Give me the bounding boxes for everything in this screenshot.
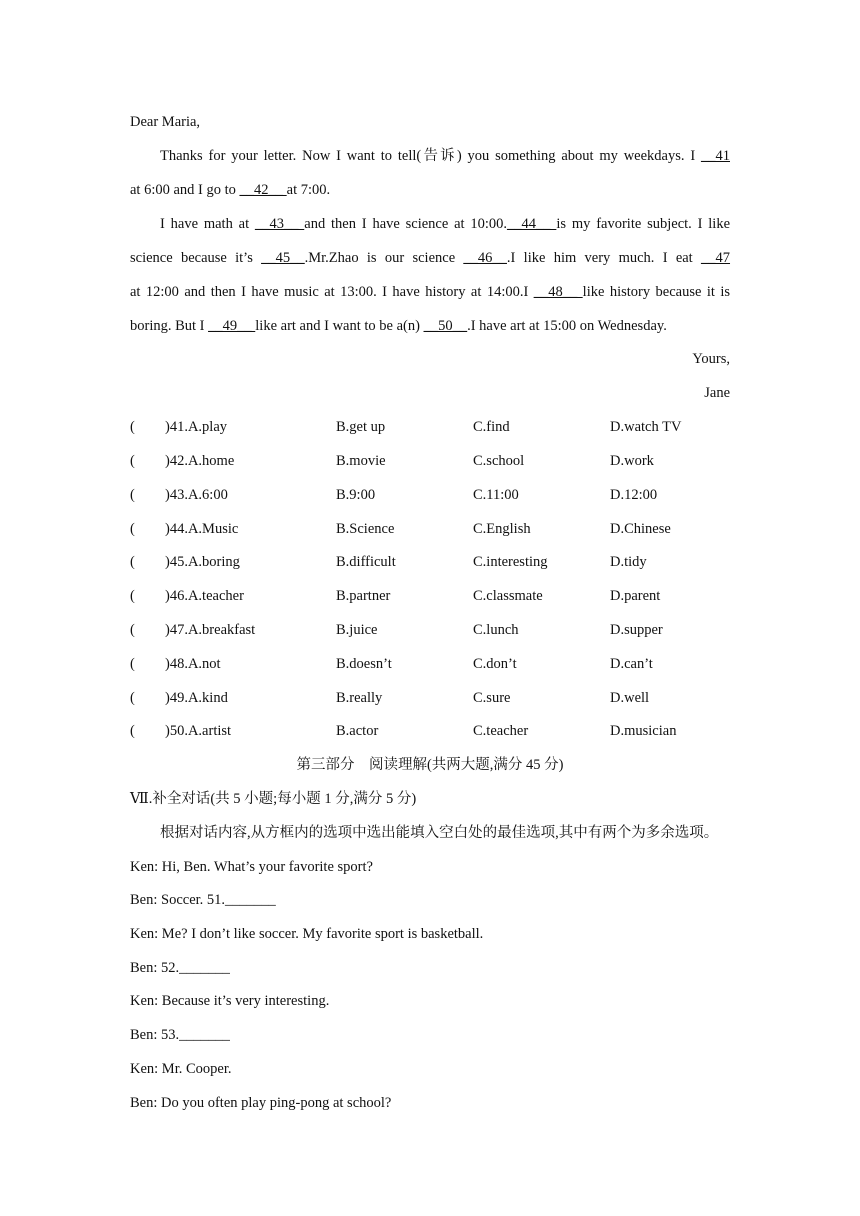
option-row-45 [130,552,730,572]
blank-52: _______ [179,960,230,976]
option-c: C.11:00 [473,487,519,503]
option-a: )41.A.play [165,419,228,435]
option-a: )46.A.teacher [165,588,244,604]
blank-47: __47 [701,250,731,266]
option-b: B.9:00 [336,487,376,503]
letter-line-5: at 12:00 and then I have music at 13:00. I have history at 14:00.I __48__ like history because it is [130,284,731,300]
option-a: )50.A.artist [165,723,232,739]
letter-line-2: at 6:00 and I go to __42__ at 7:00. [130,182,331,198]
subsection-title: Ⅶ.补全对话(共 5 小题;每小题 1 分,满分 5 分) [130,791,417,807]
dialogue-line-2: Ben: Soccer. 51._______ [130,892,276,908]
option-row-41 [130,417,730,437]
option-row-49 [130,688,730,708]
blank-50: __50__ [423,318,468,334]
answer-paren: ( [130,622,135,638]
option-c: C.sure [473,690,511,706]
answer-paren: ( [130,690,135,706]
option-row-43 [130,485,730,505]
blank-41: __41 [701,148,730,164]
dialogue-line-6: Ben: 53._______ [130,1027,230,1043]
option-a: )45.A.boring [165,554,240,570]
option-c: C.don’t [473,656,517,672]
option-b: B.difficult [336,554,396,570]
blank-53: _______ [179,1027,230,1043]
option-b: B.juice [336,622,378,638]
blank-46: __46__ [463,250,507,266]
blank-42: __42__ [239,182,287,198]
option-row-46 [130,586,730,606]
option-c: C.English [473,521,531,537]
dialogue-line-8: Ben: Do you often play ping-pong at school? [130,1095,392,1111]
option-d: D.Chinese [610,521,671,537]
option-row-44 [130,519,730,539]
option-row-42 [130,451,730,471]
letter-closing: Yours, [692,351,730,367]
option-d: D.parent [610,588,661,604]
option-d: D.well [610,690,650,706]
option-d: D.12:00 [610,487,658,503]
option-d: D.supper [610,622,663,638]
letter-line-3: I have math at __43__ and then I have science at 10:00.__44__ is my favorite subject. I like [160,216,731,232]
option-a: )49.A.kind [165,690,228,706]
option-c: C.school [473,453,525,469]
option-a: )42.A.home [165,453,235,469]
dialogue-line-7: Ken: Mr. Cooper. [130,1061,232,1077]
option-d: D.musician [610,723,677,739]
instruction-text: 根据对话内容,从方框内的选项中选出能填入空白处的最佳选项,其中有两个为多余选项。 [160,825,719,841]
option-b: B.movie [336,453,386,469]
option-b: B.actor [336,723,379,739]
letter-salutation: Dear Maria, [130,114,201,130]
answer-paren: ( [130,588,135,604]
option-a: )43.A.6:00 [165,487,228,503]
letter-line-4: science because it’s __45__.Mr.Zhao is our science __46__.I like him very much. I eat __47 [130,250,731,266]
answer-paren: ( [130,656,135,672]
answer-paren: ( [130,453,135,469]
option-b: B.really [336,690,383,706]
option-b: B.Science [336,521,395,537]
option-a: )44.A.Music [165,521,239,537]
option-b: B.partner [336,588,391,604]
option-d: D.tidy [610,554,647,570]
option-row-48 [130,654,730,674]
answer-paren: ( [130,419,135,435]
answer-paren: ( [130,723,135,739]
option-row-47 [130,620,730,640]
option-d: D.work [610,453,654,469]
blank-48: __48__ [533,284,583,300]
dialogue-line-3: Ken: Me? I don’t like soccer. My favorite sport is basketball. [130,926,484,942]
option-c: C.interesting [473,554,548,570]
option-a: )48.A.not [165,656,221,672]
blank-43: __43__ [254,216,305,232]
letter-signature: Jane [704,385,730,401]
section-heading: 第三部分 阅读理解(共两大题,满分 45 分) [296,757,564,773]
option-a: )47.A.breakfast [165,622,256,638]
dialogue-line-4: Ben: 52._______ [130,960,230,976]
answer-paren: ( [130,554,135,570]
option-c: C.teacher [473,723,529,739]
answer-paren: ( [130,521,135,537]
answer-paren: ( [130,487,135,503]
blank-44: __44__ [507,216,557,232]
option-row-50 [130,721,730,741]
option-b: B.get up [336,419,386,435]
letter-line-6: boring. But I __49__ like art and I want to be a(n) __50__.I have art at 15:00 on Wednesday. [130,318,667,334]
option-b: B.doesn’t [336,656,392,672]
option-d: D.watch TV [610,419,682,435]
option-c: C.classmate [473,588,543,604]
blank-49: __49__ [208,318,256,334]
option-c: C.lunch [473,622,519,638]
option-c: C.find [473,419,510,435]
blank-45: __45__ [261,250,305,266]
dialogue-line-5: Ken: Because it’s very interesting. [130,993,330,1009]
blank-51: _______ [225,892,276,908]
dialogue-line-1: Ken: Hi, Ben. What’s your favorite sport? [130,859,373,875]
option-d: D.can’t [610,656,653,672]
letter-line-1: Thanks for your letter. Now I want to tell(告诉) you something about my weekdays. I __41 [160,148,730,164]
